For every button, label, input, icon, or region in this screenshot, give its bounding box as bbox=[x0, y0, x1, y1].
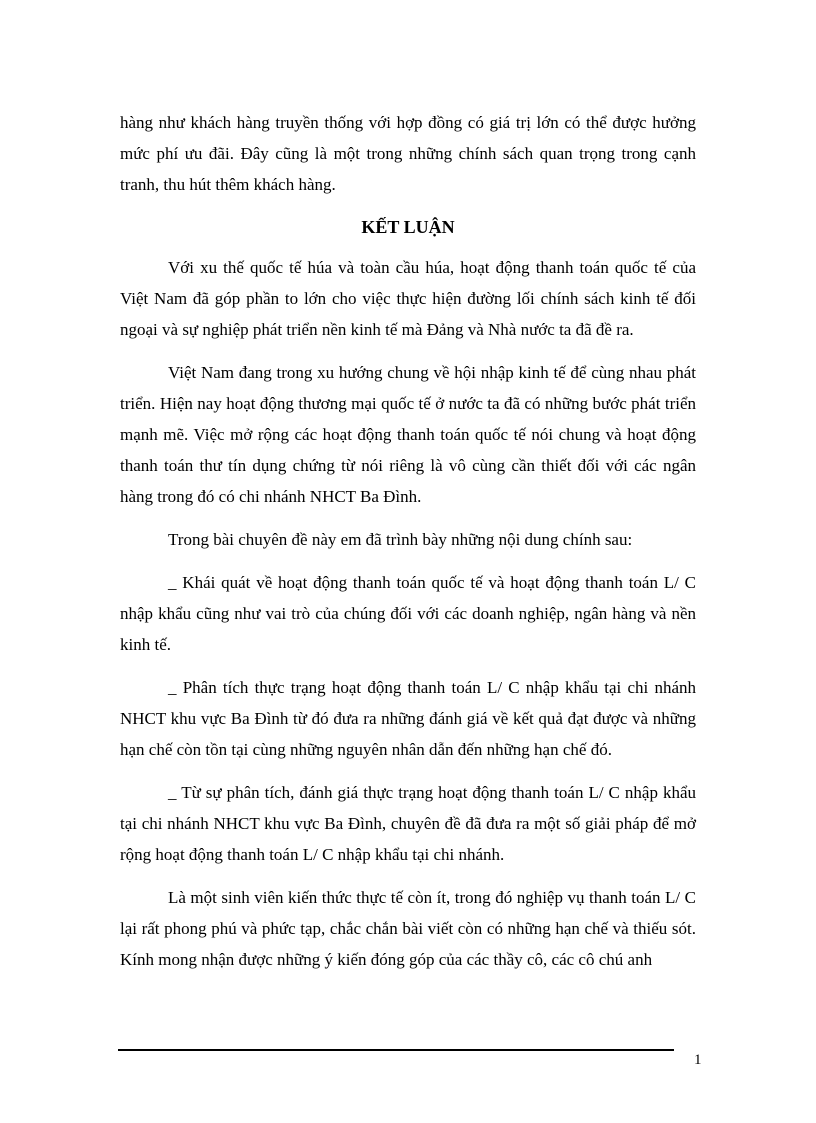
page-body bbox=[120, 107, 696, 987]
footer-divider bbox=[118, 1049, 674, 1051]
paragraph-integration: Việt Nam đang trong xu hướng chung về hội nhập kinh tế để cùng nhau phát triển. Hiện nay hoạt động thương mại quốc tế ở nước ta đã có những bước phát triển mạnh mẽ. Việc mở rộng các hoạt động thanh toán quốc tế nói chung và hoạt động thanh toán thư tín dụng chứng từ nói riêng là vô cùng cần thiết đối với các ngân hàng trong đó có chi nhánh NHCT Ba Đình. bbox=[120, 363, 696, 506]
paragraph-contents-lead: Trong bài chuyên đề này em đã trình bày những nội dung chính sau: bbox=[168, 530, 633, 549]
page-number: 1 bbox=[694, 1052, 702, 1068]
opening-paragraph: hàng như khách hàng truyền thống với hợp đồng có giá trị lớn có thể được hưởng mức phí ưu đãi. Đây cũng là một trong những chính sách quan trọng trong cạnh tranh, thu hút thêm khách hàng. bbox=[120, 113, 696, 194]
paragraph-intro: Với xu thế quốc tế húa và toàn cầu húa, hoạt động thanh toán quốc tế của Việt Nam đã góp phần to lớn cho việc thực hiện đường lối chính sách kinh tế đối ngoại và sự nghiệp phát triển nền kinh tế mà Đảng và Nhà nước ta đã đề ra. bbox=[120, 258, 696, 339]
paragraph-bullet-solutions: _ Từ sự phân tích, đánh giá thực trạng hoạt động thanh toán L/ C nhập khẩu tại chi nhánh NHCT khu vực Ba Đình, chuyên đề đã đưa ra một số giải pháp để mở rộng hoạt động thanh toán L/ C nhập khẩu tại chi nhánh. bbox=[120, 783, 696, 864]
paragraph-bullet-analysis: _ Phân tích thực trạng hoạt động thanh toán L/ C nhập khẩu tại chi nhánh NHCT khu vực Ba Đình từ đó đưa ra những đánh giá về kết quả đạt được và những hạn chế còn tồn tại cùng những nguyên nhân dẫn đến những hạn chế đó. bbox=[120, 678, 696, 759]
paragraph-bullet-overview: _ Khái quát về hoạt động thanh toán quốc tế và hoạt động thanh toán L/ C nhập khẩu cũng như vai trò của chúng đối với các doanh nghiệp, ngân hàng và nền kinh tế. bbox=[120, 573, 696, 654]
paragraph-closing: Là một sinh viên kiến thức thực tế còn ít, trong đó nghiệp vụ thanh toán L/ C lại rất phong phú và phức tạp, chắc chắn bài viết còn có những hạn chế và thiếu sót. Kính mong nhận được những ý kiến đóng góp của các thầy cô, các cô chú anh bbox=[120, 888, 696, 969]
section-heading: KẾT LUẬN bbox=[361, 217, 455, 237]
